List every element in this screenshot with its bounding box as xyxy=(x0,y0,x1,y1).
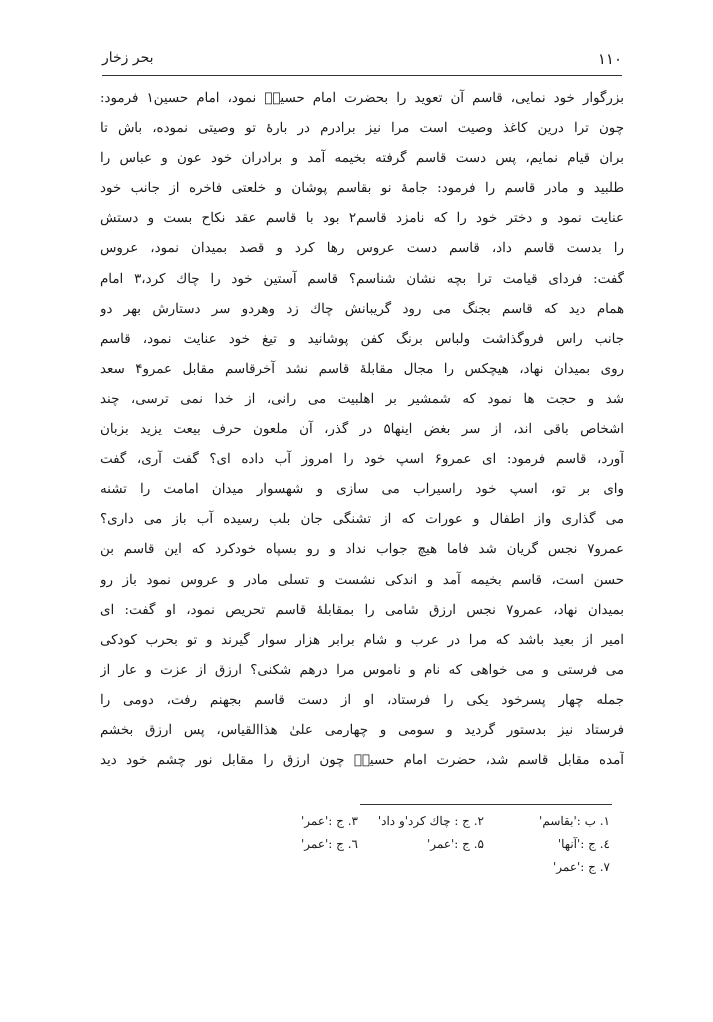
footnote: ۲. ج : چاك کرد'و داد' xyxy=(377,814,484,828)
page-number: ۱۱۰ xyxy=(597,50,622,68)
body-line: حسن است، قاسم بخیمه آمد و اندکی نشست و تسلی مادر و عروس نمود باز رو xyxy=(100,572,624,588)
body-line: جمله چهار پسرخود یکی را فرستاد، او از دست قاسم بجهنم رفت، دومی را xyxy=(100,692,624,708)
body-line: بران قیام نمایم، پس دست قاسم گرفته بخیمه آمد و برادران خود عون و عباس را xyxy=(100,151,624,167)
footnote-row xyxy=(230,810,610,833)
body-line: را بدست قاسم داد، قاسم دست عروس رها کرد و قصد بمیدان نمود، عروس xyxy=(100,241,624,257)
body-line: بمیدان نهاد، عمرو۷ نجس ارزق شامی را بمقابلهٔ قاسم تحریص نمود، او گفت: ای xyxy=(100,602,624,618)
body-line: می فرستی و می خواهی که نام و ناموس مرا درهم شکنی؟ ارزق از عزت و عار از xyxy=(100,662,624,678)
body-text xyxy=(100,84,624,776)
body-line: چون ترا درین کاغذ وصیت است مرا نیز برادرم در بارهٔ تو وصیتی نموده، باش تا xyxy=(100,121,624,137)
body-line: امیر از بعید باشد که مرا در عرب و شام برابر هزار سوار گیرند و تو بحرب کودکی xyxy=(100,632,624,648)
body-line: عنایت نمود و دختر خود را که نامزد قاسم۲ بود با قاسم عقد نکاح بست و دستش xyxy=(100,211,624,227)
page-header xyxy=(102,40,622,70)
body-line: فرستاد نیز بدستور گردید و سومی و چهارمی علیٰ هذاالقیاس، پس ارزق بخشم xyxy=(100,722,624,738)
footnote: ۷. ج :'عمر' xyxy=(552,860,610,874)
footnote-rule xyxy=(360,804,612,805)
body-line: جانب راس فروگذاشت ولباس برنگ کفن پوشانید و تیغ خود عنایت نمود، قاسم xyxy=(100,331,624,347)
body-line: بزرگوار خود نمایی، قاسم آن تعوید را بحضرت امام حسینؑ نمود، امام حسین۱ فرمود: xyxy=(100,91,624,106)
body-line: شد و حجت ها نمود که شمشیر بر اهلبیت می رانی، از خدا نمی ترسی، چند xyxy=(100,391,624,407)
footnote: ٤. ج :'آنها' xyxy=(557,837,610,851)
body-line: روی بمیدان نهاد، هیچکس را مجال مقابلهٔ قاسم نشد آخرقاسم مقابل عمرو۴ سعد xyxy=(100,361,624,377)
body-line: اشخاص باقی اند، از سر بغض اینها۵ در گذر، آن ملعون حرف بیعت یزید بزبان xyxy=(100,422,624,438)
body-line: عمرو۷ نجس گریان شد فاما هیچ جواب نداد و رو بسپاه خودکرد که این قاسم بن xyxy=(100,542,624,558)
body-line: آورد، قاسم فرمود: ای عمرو۶ اسپ خود را امروز آب داده ای؟ گفت آری، گفت xyxy=(100,452,624,468)
header-rule xyxy=(102,75,622,76)
running-title: بحر زخار xyxy=(102,50,154,66)
body-line: گفت: فردای قیامت ترا بچه نشان شناسم؟ قاسم آستین خود را چاك کرد،۳ امام xyxy=(100,271,624,287)
body-line: طلبید و مادر قاسم را فرمود: جامهٔ نو بقاسم پوشان و خلعتی فاخره از جانب خود xyxy=(100,181,624,197)
body-line: می گذاری واز اطفال و عورات که از تشنگی جان بلب رسیده آب باز می داری؟ xyxy=(100,512,624,528)
footnote-row xyxy=(230,833,610,856)
body-line: وای بر تو، اسپ خود راسیراب می سازی و شهسوار میدان امامت را تشنه xyxy=(100,482,624,498)
body-line: همام دید که قاسم بجنگ می رود گریبانش چاك زد وهردو سر دستارش بهر دو xyxy=(100,301,624,317)
body-line: آمده مقابل قاسم شد، حضرت امام حسینؑ چون ارزق را مقابل نور چشم خود دید xyxy=(100,753,624,769)
footnote: ٦. ج :'عمر' xyxy=(300,837,358,851)
footnote: ۳. ج :'عمر' xyxy=(300,814,358,828)
footnote-row xyxy=(230,856,610,879)
footnote: ۵. ج :'عمر' xyxy=(426,837,484,851)
footnotes xyxy=(230,810,610,879)
footnote: ۱. ب :'بقاسم' xyxy=(539,814,610,828)
